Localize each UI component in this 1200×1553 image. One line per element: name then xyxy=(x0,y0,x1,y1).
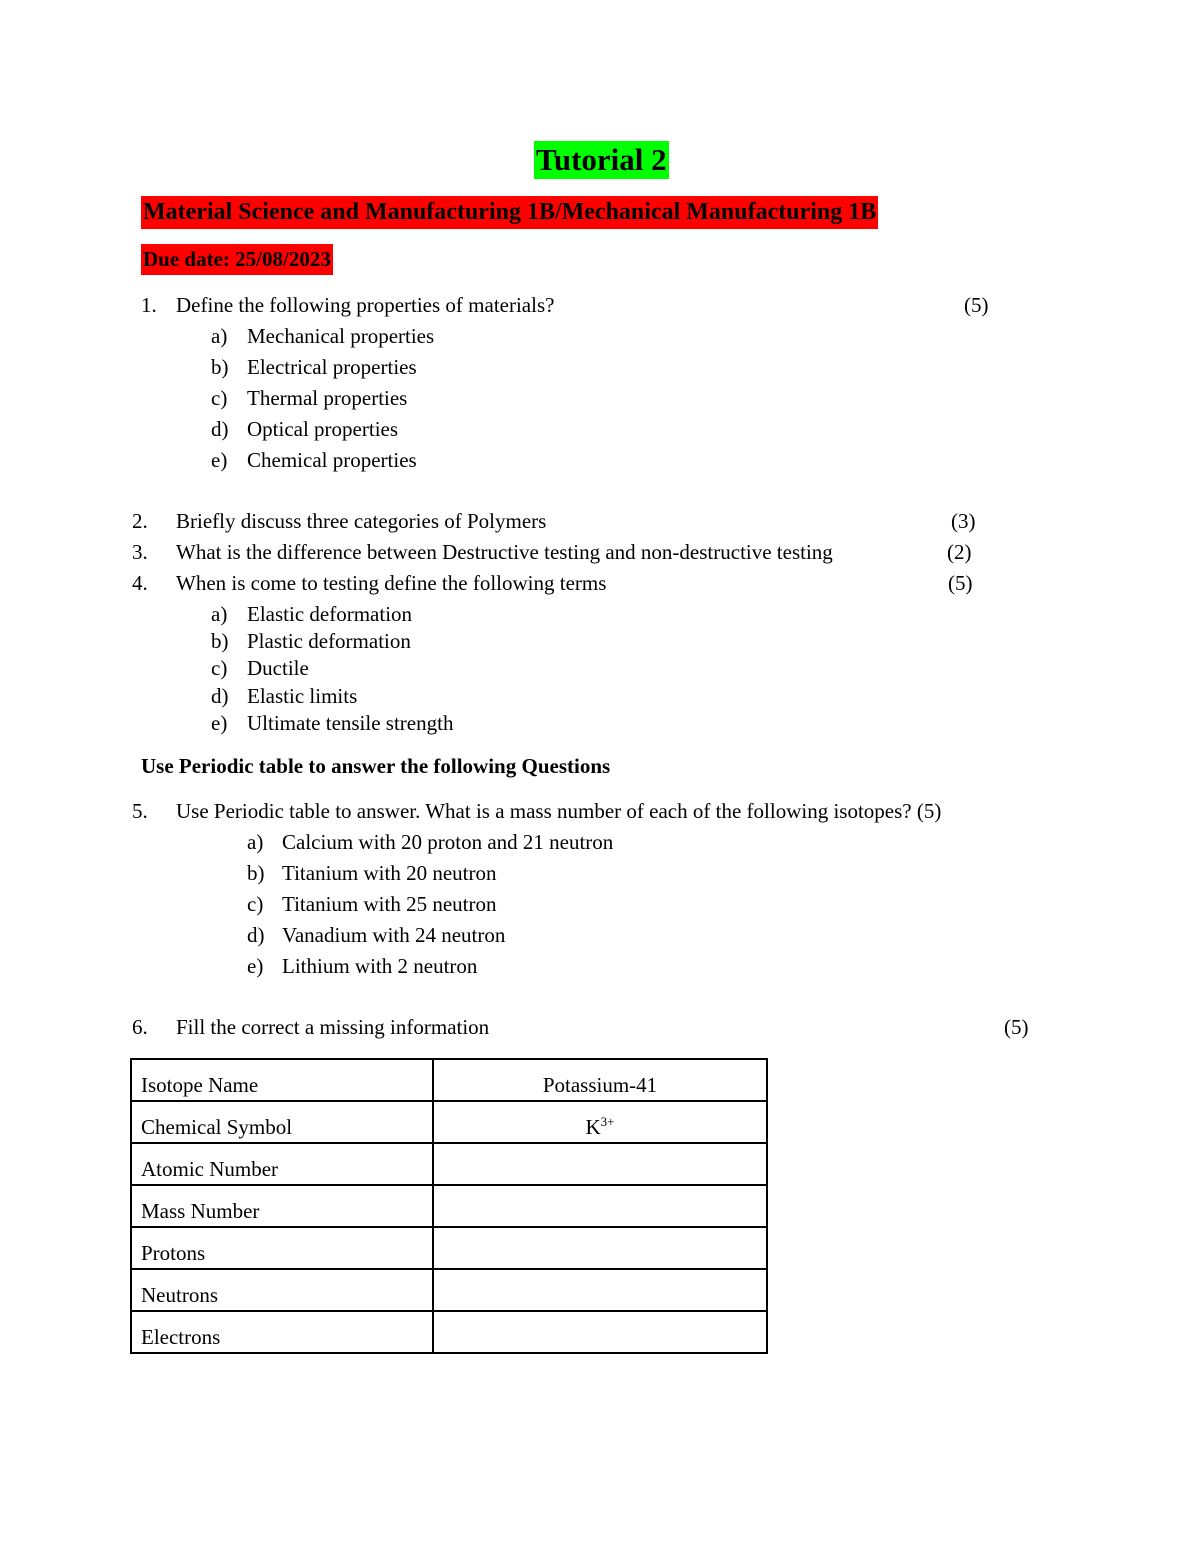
table-cell-value[interactable] xyxy=(433,1143,767,1185)
question-marks: (2) xyxy=(947,540,972,564)
list-item: Titanium with 25 neutron xyxy=(282,892,497,916)
question-text: When is come to testing define the following terms xyxy=(176,571,607,595)
list-item-label: c) xyxy=(211,656,228,680)
question-marks: (3) xyxy=(951,509,976,533)
table-cell-label: Chemical Symbol xyxy=(131,1101,433,1143)
question-number: 2. xyxy=(132,509,148,533)
question-text: Fill the correct a missing information xyxy=(176,1015,490,1039)
list-item: Lithium with 2 neutron xyxy=(282,954,478,978)
question-text: What is the difference between Destructive testing and non-destructive testing xyxy=(176,540,833,564)
page-title: Tutorial 2 xyxy=(536,142,667,177)
section-heading: Use Periodic table to answer the following Questions xyxy=(141,754,611,778)
question-marks: (5) xyxy=(1004,1015,1029,1039)
table-row xyxy=(131,1101,767,1143)
list-item: Calcium with 20 proton and 21 neutron xyxy=(282,830,614,854)
table-cell-label: Atomic Number xyxy=(131,1143,433,1185)
list-item-label: d) xyxy=(211,684,229,708)
list-item: Electrical properties xyxy=(247,355,417,379)
question-text: Define the following properties of materials? xyxy=(176,293,555,317)
ion-charge: 3+ xyxy=(600,1114,615,1129)
list-item-label: d) xyxy=(211,417,229,441)
table-row xyxy=(131,1269,767,1311)
list-item: Chemical properties xyxy=(247,448,417,472)
table-cell-value[interactable] xyxy=(433,1311,767,1353)
question-number: 5. xyxy=(132,799,148,823)
course-title: Material Science and Manufacturing 1B/Mechanical Manufacturing 1B xyxy=(141,196,878,229)
table-row xyxy=(131,1311,767,1353)
table-cell-label: Isotope Name xyxy=(131,1059,433,1101)
table-cell-value[interactable] xyxy=(433,1185,767,1227)
question-text: Use Periodic table to answer. What is a mass number of each of the following isotopes? (5) xyxy=(176,799,942,823)
list-item: Elastic limits xyxy=(247,684,358,708)
table-cell-label: Mass Number xyxy=(131,1185,433,1227)
list-item-label: e) xyxy=(211,711,228,735)
list-item: Ductile xyxy=(247,656,309,680)
question-marks: (5) xyxy=(948,571,973,595)
list-item: Vanadium with 24 neutron xyxy=(282,923,506,947)
list-item-label: b) xyxy=(211,355,229,379)
table-cell-value[interactable] xyxy=(433,1227,767,1269)
list-item-label: a) xyxy=(247,830,264,854)
table-cell-value[interactable] xyxy=(433,1101,767,1143)
list-item: Mechanical properties xyxy=(247,324,435,348)
list-item-label: a) xyxy=(211,324,228,348)
table-row xyxy=(131,1185,767,1227)
list-item-label: a) xyxy=(211,602,228,626)
question-number: 1. xyxy=(141,293,157,317)
list-item-label: d) xyxy=(247,923,265,947)
isotope-table xyxy=(130,1058,768,1354)
due-date: Due date: 25/08/2023 xyxy=(141,244,333,275)
list-item-label: e) xyxy=(247,954,264,978)
question-marks: (5) xyxy=(964,293,989,317)
table-row xyxy=(131,1059,767,1101)
table-row xyxy=(131,1227,767,1269)
list-item-label: b) xyxy=(211,629,229,653)
question-number: 6. xyxy=(132,1015,148,1039)
table-cell-value[interactable] xyxy=(433,1269,767,1311)
question-number: 3. xyxy=(132,540,148,564)
table-cell-value[interactable]: Potassium-41 xyxy=(433,1059,767,1101)
table-cell-label: Neutrons xyxy=(131,1269,433,1311)
list-item: Plastic deformation xyxy=(247,629,411,653)
question-number: 4. xyxy=(132,571,148,595)
list-item-label: b) xyxy=(247,861,265,885)
list-item-label: c) xyxy=(247,892,264,916)
list-item-label: c) xyxy=(211,386,228,410)
list-item: Thermal properties xyxy=(247,386,408,410)
table-row xyxy=(131,1143,767,1185)
table-cell-label: Electrons xyxy=(131,1311,433,1353)
list-item: Ultimate tensile strength xyxy=(247,711,454,735)
list-item-label: e) xyxy=(211,448,228,472)
chemical-symbol: K xyxy=(585,1115,601,1139)
list-item: Titanium with 20 neutron xyxy=(282,861,497,885)
list-item: Optical properties xyxy=(247,417,399,441)
list-item: Elastic deformation xyxy=(247,602,413,626)
question-text: Briefly discuss three categories of Polymers xyxy=(176,509,547,533)
table-cell-label: Protons xyxy=(131,1227,433,1269)
